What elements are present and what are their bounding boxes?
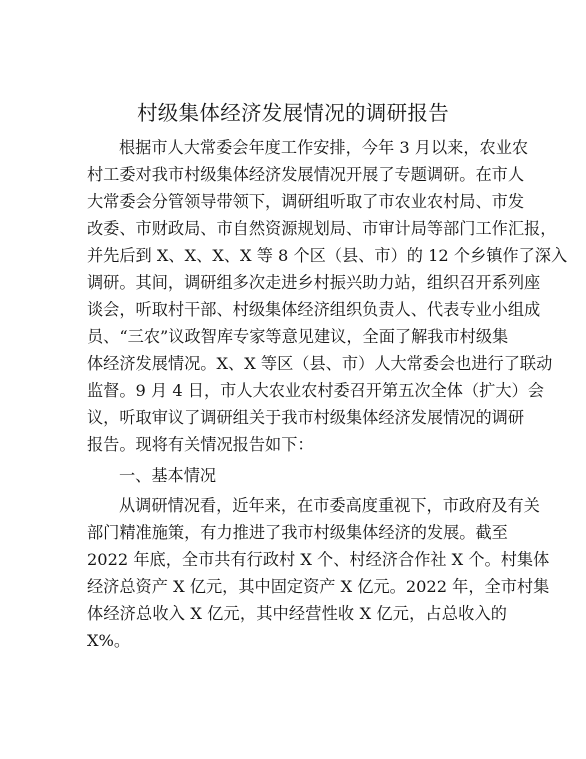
text-line: 体经济发展情况。X、X 等区（县、市）人大常委会也进行了联动 (87, 354, 553, 373)
section-heading (87, 462, 507, 489)
text-line: 谈会，听取村干部、村级集体经济组织负责人、代表专业小组成 (87, 300, 541, 319)
section-heading-text: 一、基本情况 (119, 466, 217, 485)
text-line: 议，听取审议了调研组关于我市村级集体经济发展情况的调研 (87, 408, 525, 427)
text-line: 改委、市财政局、市自然资源规划局、市审计局等部门工作汇报， (87, 219, 557, 238)
text-line: 监督。9 月 4 日，市人大农业农村委召开第五次全体（扩大）会 (87, 381, 544, 400)
text-line: 从调研情况看，近年来，在市委高度重视下，市政府及有关 (119, 496, 540, 515)
paragraph-intro (87, 134, 568, 458)
text-line: 调研。其间，调研组多次走进乡村振兴助力站，组织召开系列座 (87, 273, 541, 292)
text-line: 经济总资产 X 亿元，其中固定资产 X 亿元。2022 年，全市村集 (87, 577, 550, 596)
text-line: 报告。现将有关情况报告如下： (87, 435, 314, 454)
text-line: X%。 (87, 631, 131, 650)
text-line: 大常委会分管领导带领下，调研组听取了市农业农村局、市发 (87, 192, 525, 211)
paragraph-basic-situation (87, 492, 550, 654)
document-title: 村级集体经济发展情况的调研报告 (137, 101, 449, 125)
text-line: 体经济总收入 X 亿元，其中经营性收 X 亿元，占总收入的 (87, 604, 507, 623)
text-line: 2022 年底，全市共有行政村 X 个、村经济合作社 X 个。村集体 (87, 550, 550, 569)
text-line: 员、“三农”议政智库专家等意见建议，全面了解我市村级集 (87, 327, 509, 346)
text-line: 村工委对我市村级集体经济发展情况开展了专题调研。在市人 (87, 165, 525, 184)
text-line: 根据市人大常委会年度工作安排，今年 3 月以来，农业农 (119, 138, 529, 157)
text-line: 并先后到 X、X、X、X 等 8 个区（县、市）的 12 个乡镇作了深入 (87, 246, 568, 265)
text-line: 部门精准施策，有力推进了我市村级集体经济的发展。截至 (87, 523, 508, 542)
